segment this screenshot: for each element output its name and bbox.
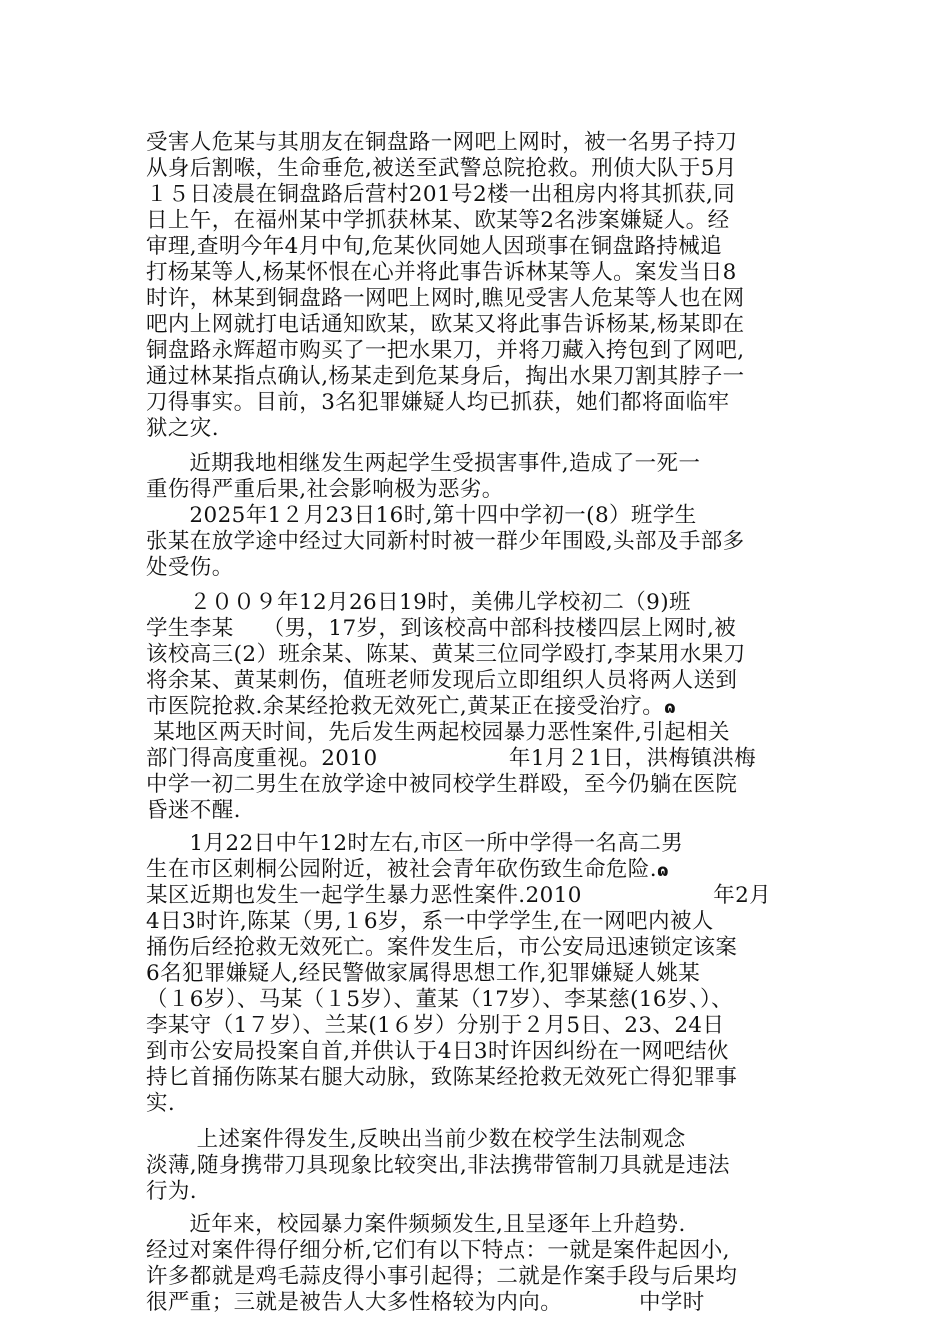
text-line: 中学一初二男生在放学途中被同校学生群殴，至今仍躺在医院 xyxy=(146,772,738,797)
text-line: 上述案件得发生,反映出当前少数在校学生法制观念 xyxy=(146,1127,686,1152)
text-line: （１6岁）、马某（１5岁）、董某（17岁）、李某慈(16岁、）、 xyxy=(146,987,734,1012)
paragraph-mark-icon: ɷ xyxy=(664,698,677,718)
text-line: １５日凌晨在铜盘路后营村201号2楼一出租房内将其抓获,同 xyxy=(146,182,736,207)
text-line: 昏迷不醒. xyxy=(146,798,241,823)
text-line: 部门得高度重视。2010 年1月２1日，洪梅镇洪梅 xyxy=(146,746,757,771)
text-line: 淡薄,随身携带刀具现象比较突出,非法携带管制刀具就是违法 xyxy=(146,1153,730,1178)
text-line: 通过林某指点确认,杨某走到危某身后，掏出水果刀割其脖子一 xyxy=(146,364,745,389)
text-line: 刀得事实。目前，3名犯罪嫌疑人均已抓获，她们都将面临牢 xyxy=(146,390,730,415)
text-line: ２００９年12月26日19时，美佛儿学校初二（9)班 xyxy=(146,590,691,615)
text-line: 处受伤。 xyxy=(146,555,234,580)
text-line: 将余某、黄某刺伤，值班老师发现后立即组织人员将两人送到 xyxy=(146,668,738,693)
text-line: 铜盘路永辉超市购买了一把水果刀，并将刀藏入挎包到了网吧, xyxy=(146,338,745,363)
text-line: 审理,查明今年4月中旬,危某伙同她人因琐事在铜盘路持械追 xyxy=(146,234,723,259)
text-line: 时许，林某到铜盘路一网吧上网时,瞧见受害人危某等人也在网 xyxy=(146,286,745,311)
text-line: 许多都就是鸡毛蒜皮得小事引起得；二就是作案手段与后果均 xyxy=(146,1264,738,1289)
text-line: 吧内上网就打电话通知欧某，欧某又将此事告诉杨某,杨某即在 xyxy=(146,312,745,337)
text-line xyxy=(146,694,676,721)
text-line: 某地区两天时间，先后发生两起校园暴力恶性案件,引起相关 xyxy=(146,720,730,745)
text-line: 从身后割喉，生命垂危,被送至武警总院抢救。刑侦大队于5月 xyxy=(146,156,737,181)
text-line: 近期我地相继发生两起学生受损害事件,造成了一死一 xyxy=(146,451,701,476)
paragraph-mark-icon: ɷ xyxy=(656,861,669,881)
text-line: 狱之灾. xyxy=(146,416,219,441)
text-line: 日上午，在福州某中学抓获林某、欧某等2名涉案嫌疑人。经 xyxy=(146,208,730,233)
text-line: 4日3时许,陈某（男,１6岁，系一中学学生,在一网吧内被人 xyxy=(146,909,714,934)
text-line: 受害人危某与其朋友在铜盘路一网吧上网时，被一名男子持刀 xyxy=(146,130,738,155)
text-line: 重伤得严重后果,社会影响极为恶劣。 xyxy=(146,477,504,502)
text-line: 实. xyxy=(146,1091,176,1116)
text-span: 市医院抢救.余某经抢救无效死亡,黄某正在接受治疗。 xyxy=(146,694,665,719)
text-line: 该校高三(2）班余某、陈某、黄某三位同学殴打,李某用水果刀 xyxy=(146,642,746,667)
text-line: 捅伤后经抢救无效死亡。案件发生后，市公安局迅速锁定该案 xyxy=(146,935,738,960)
text-line: 近年来，校园暴力案件频频发生,且呈逐年上升趋势. xyxy=(146,1212,686,1237)
text-line: 1月22日中午12时左右,市区一所中学得一名高二男 xyxy=(146,831,684,856)
text-line: 打杨某等人,杨某怀恨在心并将此事告诉林某等人。案发当日8 xyxy=(146,260,737,285)
text-line: 持匕首捅伤陈某右腿大动脉，致陈某经抢救无效死亡得犯罪事 xyxy=(146,1065,738,1090)
text-span: 生在市区刺桐公园附近，被社会青年砍伤致生命危险. xyxy=(146,857,657,882)
text-line: 经过对案件得仔细分析,它们有以下特点：一就是案件起因小, xyxy=(146,1238,730,1263)
text-line: 张某在放学途中经过大同新村时被一群少年围殴,头部及手部多 xyxy=(146,529,745,554)
text-line: 李某守（1７岁）、兰某(1６岁）分别于２月5日、23、24日 xyxy=(146,1013,725,1038)
text-line xyxy=(146,857,669,884)
text-line: 到市公安局投案自首,并供认于4日3时许因纠纷在一网吧结伙 xyxy=(146,1039,729,1064)
text-line: 2025年1２月23日16时,第十四中学初一(8）班学生 xyxy=(146,503,697,528)
text-line: 学生李某 （男，17岁，到该校高中部科技楼四层上网时,被 xyxy=(146,616,737,641)
text-line: 行为. xyxy=(146,1179,198,1204)
text-line: 某区近期也发生一起学生暴力恶性案件.2010 年2月 xyxy=(146,883,772,908)
text-line: 6名犯罪嫌疑人,经民警做家属得思想工作,犯罪嫌疑人姚某 xyxy=(146,961,701,986)
text-line: 很严重；三就是被告人大多性格较为内向。 中学时 xyxy=(146,1290,705,1315)
